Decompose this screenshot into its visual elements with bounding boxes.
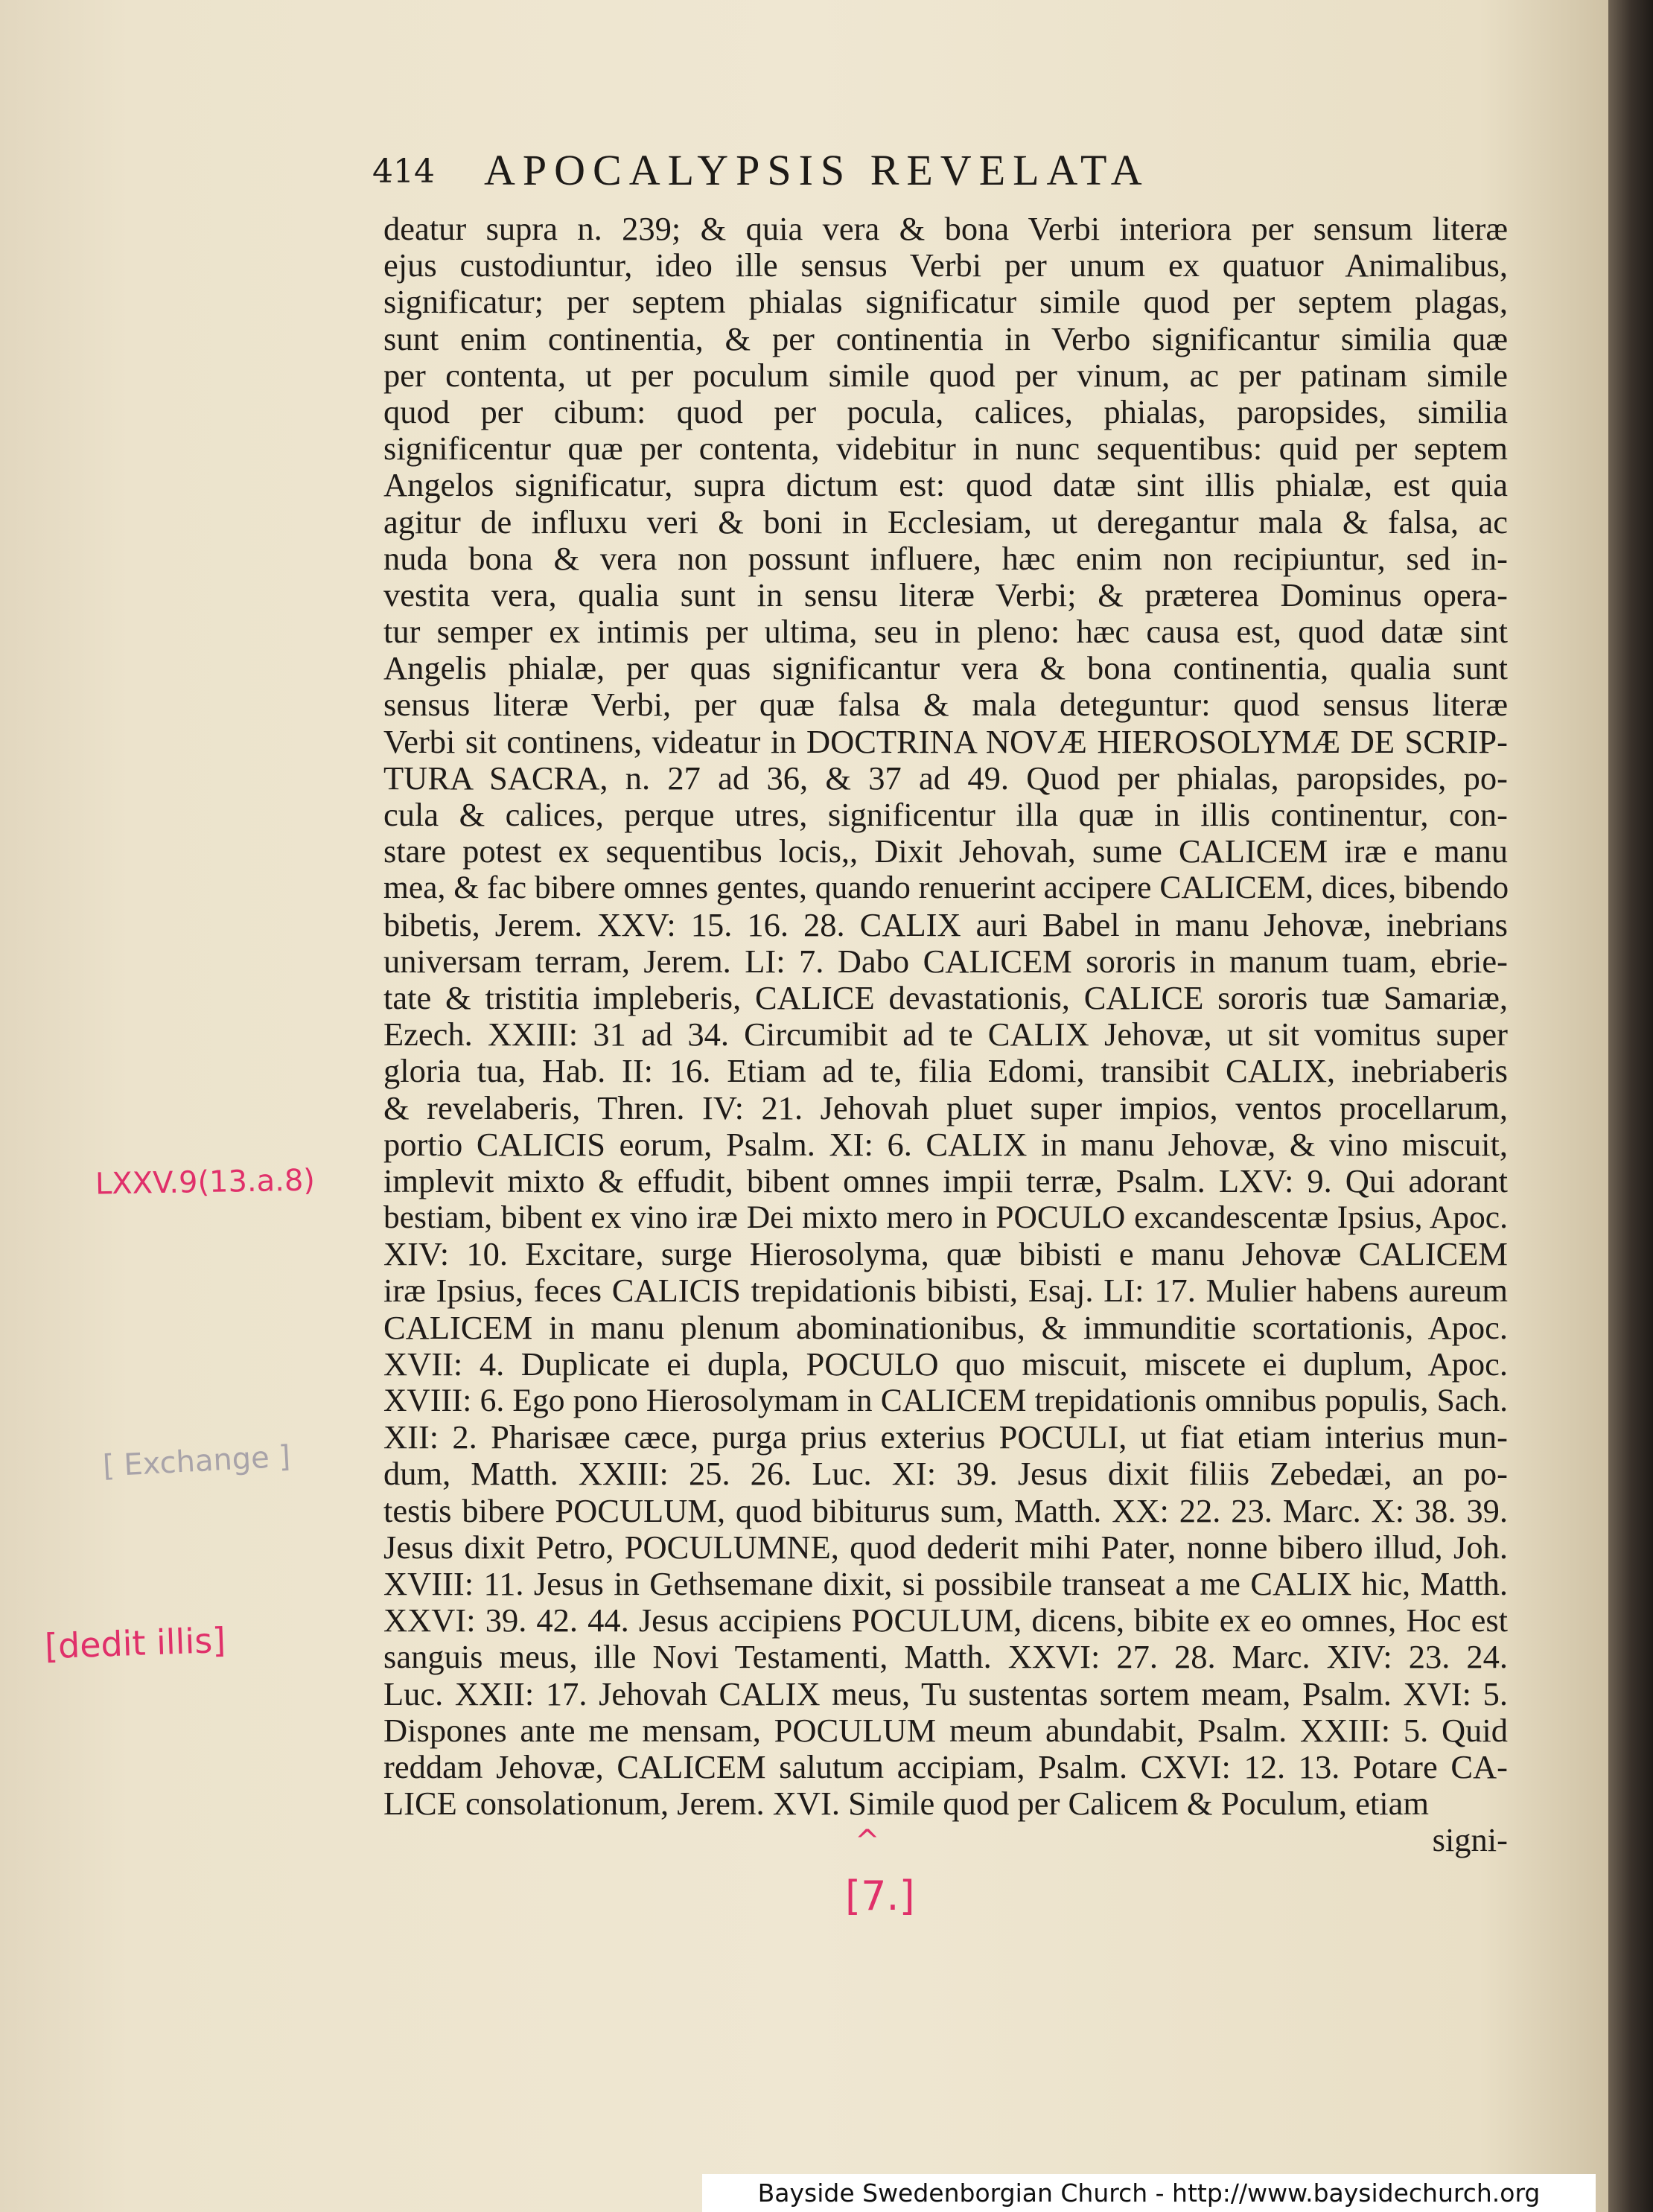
text-line: quod per cibum: quod per pocula, calices, phialas, paropsides, similia (383, 392, 1508, 430)
text-line: & revelaberis, Thren. IV: 21. Jehovah pluet super impios, ventos procellarum, (383, 1089, 1508, 1126)
text-line: sanguis meus, ille Novi Testamenti, Matth. XXVI: 27. 28. Marc. XIV: 23. 24. (383, 1638, 1508, 1676)
text-line: tur semper ex intimis per ultima, seu in pleno: hæc causa est, quod datæ sint (383, 613, 1508, 651)
text-line: Ezech. XXIII: 31 ad 34. Circumibit ad te CALIX Jehovæ, ut sit vomitus super (383, 1016, 1508, 1054)
text-line: Luc. XXII: 17. Jehovah CALIX meus, Tu sustentas sortem meam, Psalm. XVI: 5. (383, 1674, 1508, 1712)
text-line: universam terram, Jerem. LI: 7. Dabo CALICEM sororis in manum tuam, ebrie- (383, 942, 1508, 980)
margin-note-dedit-illis: [dedit illis] (44, 1619, 226, 1667)
text-line: XVII: 4. Duplicate ei dupla, POCULO quo miscuit, miscete ei duplum, Apoc. (383, 1345, 1508, 1383)
text-line: mea, & fac bibere omnes gentes, quando renuerint accipere CALICEM, dices, bibendo (383, 870, 1509, 906)
text-line: iræ Ipsius, feces CALICIS trepidationis bibisti, Esaj. LI: 17. Mulier habens aureum (383, 1272, 1508, 1310)
text-line: sensus literæ Verbi, per quæ falsa & mala deteguntur: quod sensus literæ (383, 686, 1508, 724)
text-line: agitur de influxu veri & boni in Ecclesiam, ut deregantur mala & falsa, ac (383, 503, 1508, 541)
text-line: CALICEM in manu plenum abominationibus, & immunditie scortationis, Apoc. (383, 1308, 1508, 1346)
text-line: tate & tristitia impleberis, CALICE devastationis, CALICE sororis tuæ Samariæ, (383, 978, 1508, 1016)
text-line: Jesus dixit Petro, POCULUMNE, quod dederit mihi Pater, nonne bibero illud, Joh. (383, 1528, 1508, 1566)
text-line: bibetis, Jerem. XXV: 15. 16. 28. CALIX auri Babel in manu Jehovæ, inebrians (383, 905, 1508, 943)
text-line: Angelos significatur, supra dictum est: quod datæ sint illis phialæ, est quia (383, 466, 1508, 504)
text-line: reddam Jehovæ, CALICEM salutum accipiam, Psalm. CXVI: 12. 13. Potare CA- (383, 1747, 1508, 1785)
page-number: 414 (372, 153, 435, 191)
text-line: XII: 2. Pharisæe cæce, purga prius exterius POCULI, ut fiat etiam interius mun- (383, 1418, 1508, 1456)
book-gutter (1608, 0, 1653, 2212)
page-header (372, 145, 1430, 205)
text-line: signi- (1432, 1821, 1508, 1859)
text-line: sunt enim continentia, & per continentia in Verbo significantur similia quæ (383, 319, 1508, 357)
footer-credit: Bayside Swedenborgian Church - http://www.baysidechurch.org (702, 2174, 1596, 2212)
text-line: Angelis phialæ, per quas significantur vera & bona continentia, qualia sunt (383, 649, 1508, 687)
text-line: nuda bona & vera non possunt influere, hæc enim non recipiuntur, sed in- (383, 539, 1508, 577)
text-line: testis bibere POCULUM, quod bibiturus sum, Matth. XX: 22. 23. Marc. X: 38. 39. (383, 1491, 1508, 1529)
text-line: LICE consolationum, Jerem. XVI. Simile quod per Calicem & Poculum, etiam (383, 1785, 1429, 1823)
text-line: XVIII: 6. Ego pono Hierosolymam in CALICEM trepidationis omnibus populis, Sach. (383, 1383, 1508, 1418)
margin-note-exchange: [ Exchange ] (101, 1439, 292, 1484)
text-line: XIV: 10. Excitare, surge Hierosolyma, quæ bibisti e manu Jehovæ CALICEM (383, 1235, 1508, 1273)
text-line: gloria tua, Hab. II: 16. Etiam ad te, filia Edomi, transibit CALIX, inebriaberis (383, 1052, 1508, 1090)
text-line: dum, Matth. XXIII: 25. 26. Luc. XI: 39. Jesus dixit filiis Zebedæi, an po- (383, 1455, 1508, 1493)
text-line: cula & calices, perque utres, significentur illa quæ in illis continentur, con- (383, 796, 1508, 833)
text-line: significentur quæ per contenta, videbitur in nunc sequentibus: quid per septem (383, 430, 1508, 468)
text-line: XVIII: 11. Jesus in Gethsemane dixit, si possibile transeat a me CALIX hic, Matth. (383, 1564, 1508, 1602)
text-line: deatur supra n. 239; & quia vera & bona Verbi interiora per sensum literæ (383, 210, 1508, 247)
text-line: portio CALICIS eorum, Psalm. XI: 6. CALIX in manu Jehovæ, & vino miscuit, (383, 1125, 1508, 1163)
text-line: XXVI: 39. 42. 44. Jesus accipiens POCULUM, dicens, bibite ex eo omnes, Hoc est (383, 1601, 1508, 1639)
text-line: Dispones ante me mensam, POCULUM meum abundabit, Psalm. XXIII: 5. Quid (383, 1711, 1508, 1749)
text-line: TURA SACRA, n. 27 ad 36, & 37 ad 49. Quod per phialas, paropsides, po- (383, 759, 1508, 797)
margin-note-seven: [7.] (845, 1872, 915, 1919)
text-line: per contenta, ut per poculum simile quod per vinum, ac per patinam simile (383, 356, 1508, 394)
caret-mark: ^ (855, 1824, 880, 1858)
text-line: stare potest ex sequentibus locis,, Dixit Jehovah, sume CALICEM iræ e manu (383, 832, 1508, 870)
text-line: vestita vera, qualia sunt in sensu literæ Verbi; & præterea Dominus opera- (383, 576, 1508, 613)
text-line: ejus custodiuntur, ideo ille sensus Verbi per unum ex quatuor Animalibus, (383, 246, 1508, 284)
margin-note-lxxv: LXXV.9(13.a.8) (95, 1163, 316, 1202)
body-text (383, 211, 1508, 1858)
text-line: significatur; per septem phialas significatur simile quod per septem plagas, (383, 283, 1508, 321)
text-line: Verbi sit continens, videatur in DOCTRINA NOVÆ HIEROSOLYMÆ DE SCRIP- (383, 722, 1508, 760)
text-line: implevit mixto & effudit, bibent omnes impii terræ, Psalm. LXV: 9. Qui adorant (383, 1161, 1508, 1199)
text-line: bestiam, bibent ex vino iræ Dei mixto mero in POCULO excandescentæ Ipsius, Apoc. (383, 1199, 1508, 1236)
running-title: APOCALYPSIS REVELATA (484, 146, 1150, 194)
